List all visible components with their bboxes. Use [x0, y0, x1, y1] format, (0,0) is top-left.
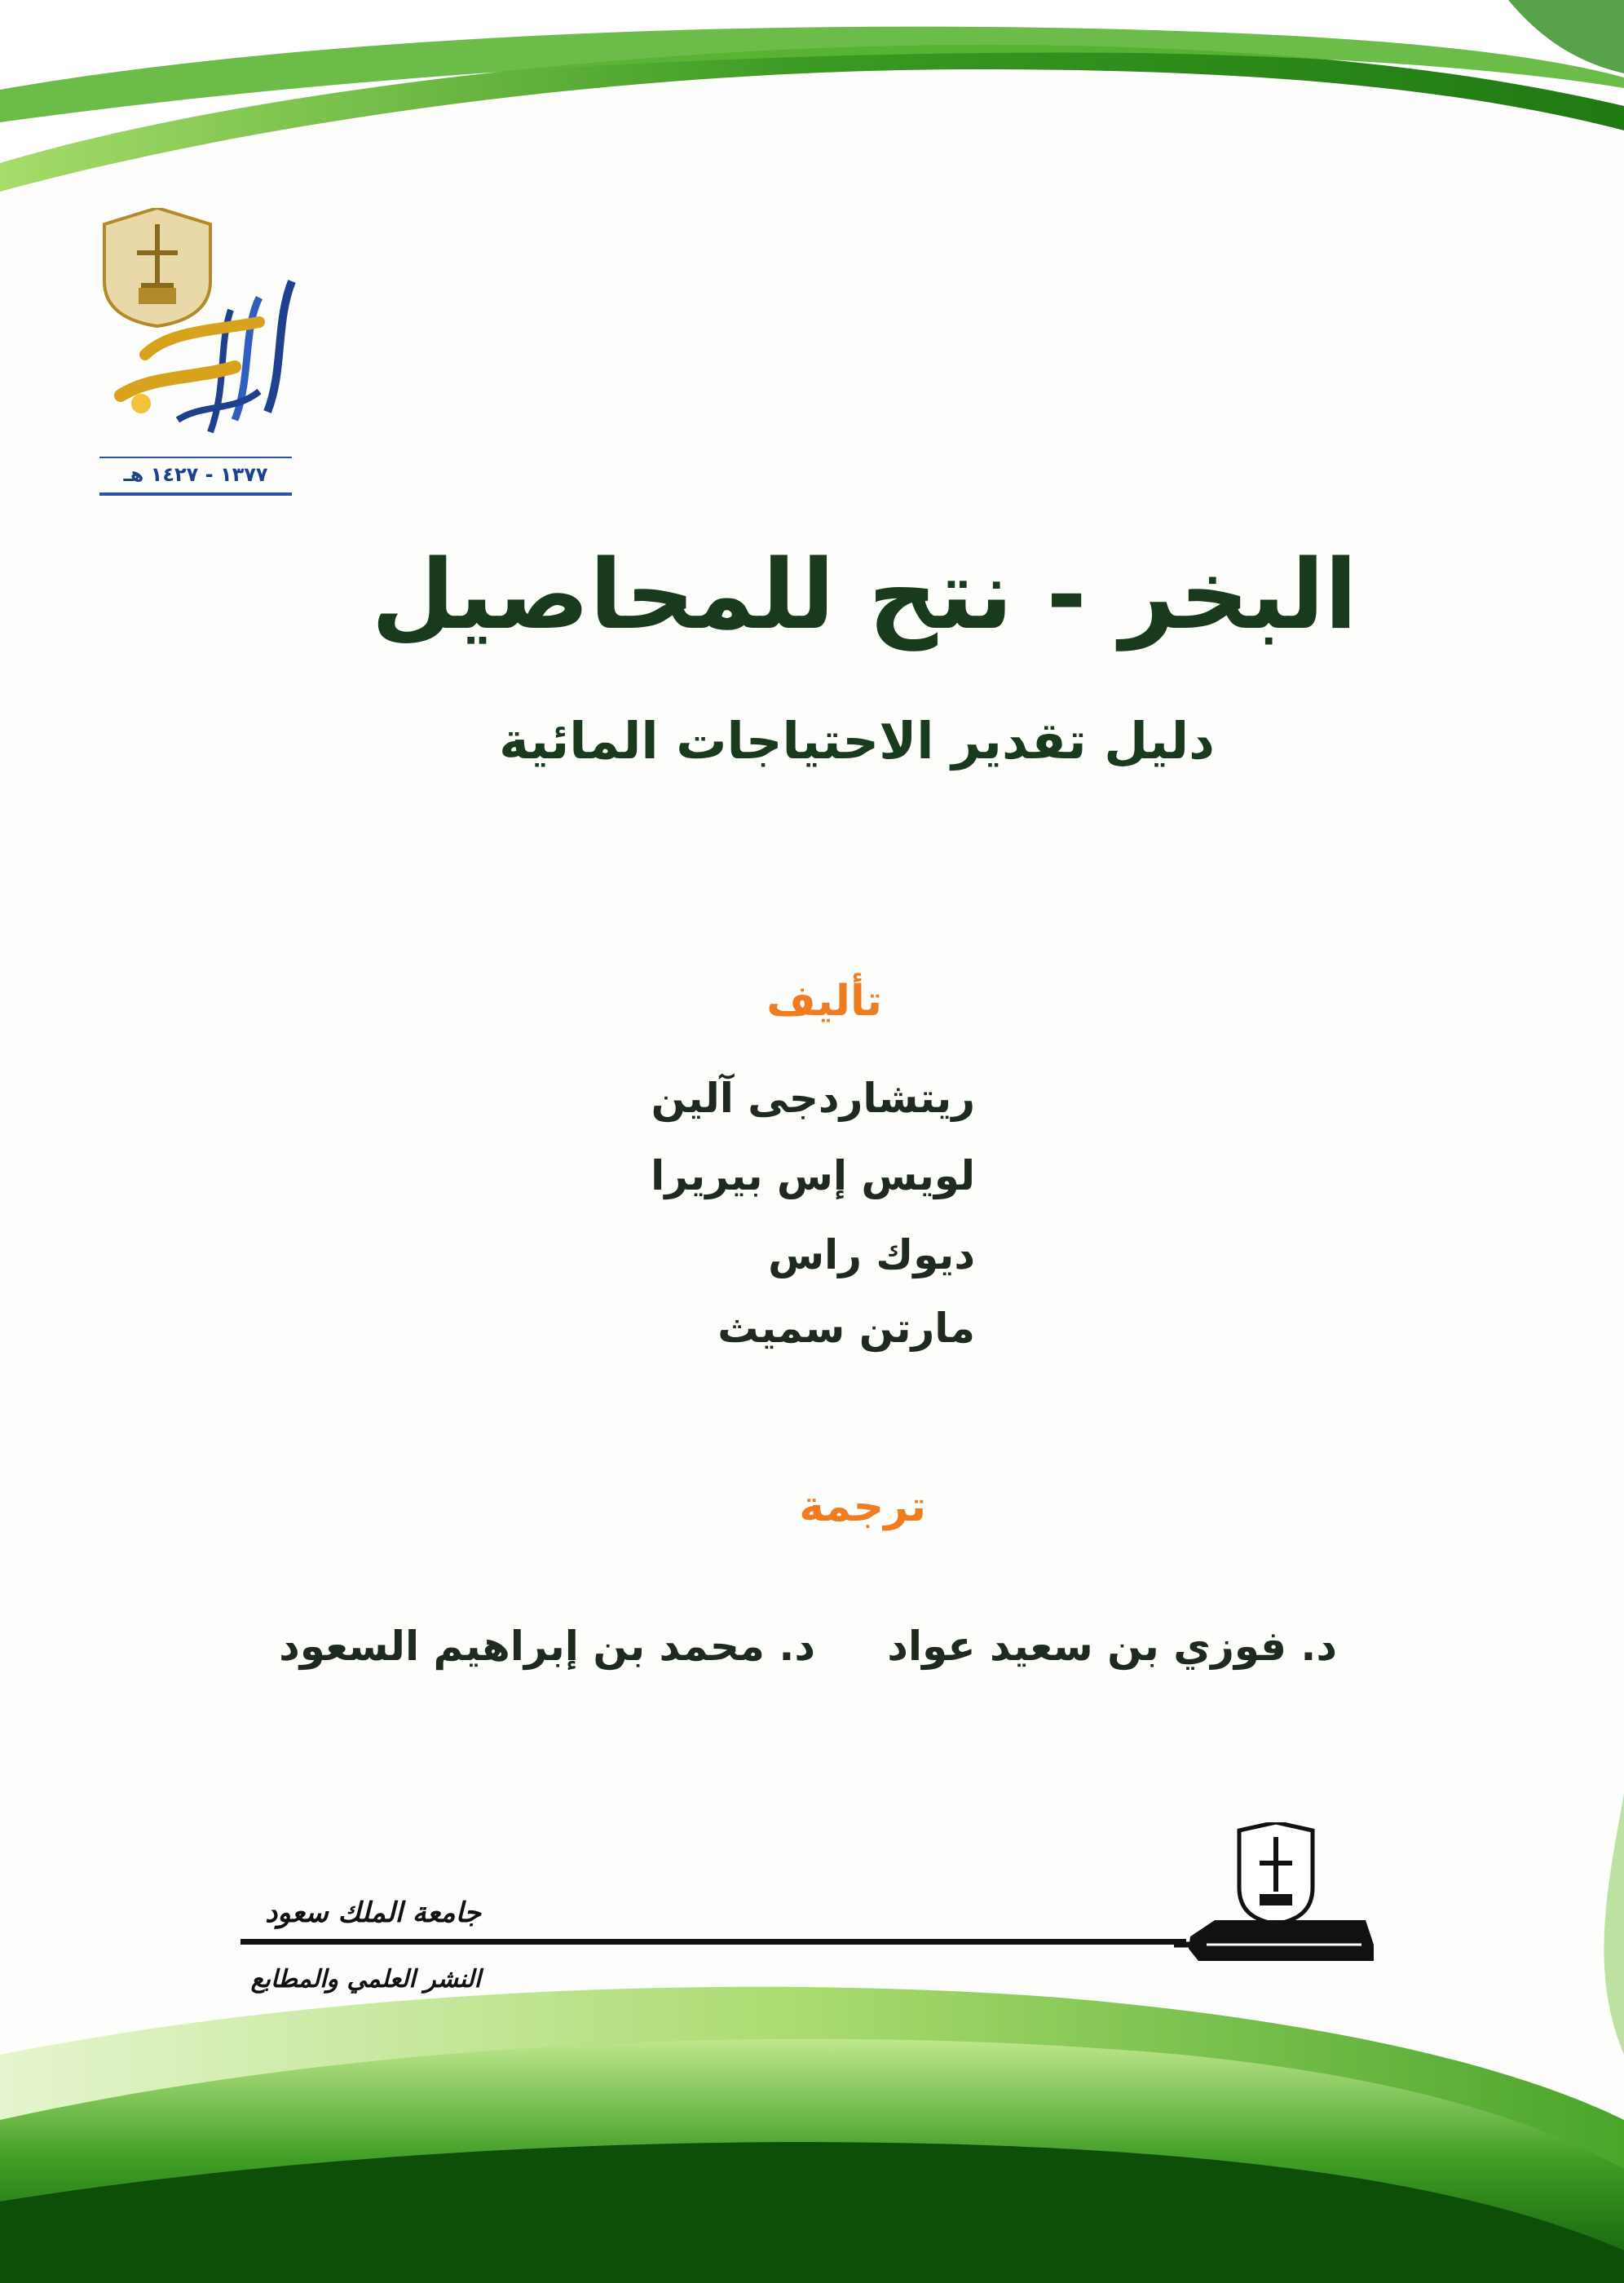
book-base-icon — [1174, 1920, 1374, 1961]
author-name: ديوك راس — [768, 1231, 975, 1278]
author-name: لويس إس بيريرا — [651, 1152, 975, 1199]
publisher-department: النشر العلمي والمطابع — [250, 1965, 481, 1994]
university-seal-icon — [1239, 1822, 1313, 1924]
translator-name: د. فوزي بن سعيد عواد — [887, 1623, 1337, 1670]
translation-label: ترجمة — [799, 1482, 926, 1531]
university-seal-icon — [104, 208, 210, 326]
publisher-name: جامعة الملك سعود — [265, 1897, 481, 1929]
book-subtitle: دليل تقدير الاحتياجات المائية — [499, 711, 1215, 771]
publisher-logo — [1174, 1822, 1378, 1973]
anniversary-logo — [96, 208, 300, 453]
logo-rule-top — [99, 457, 292, 458]
anniversary-years: ١٣٧٧ - ١٤٢٧ هـ — [123, 463, 268, 486]
author-name: مارتن سميث — [717, 1305, 975, 1352]
publisher-rule — [241, 1939, 1186, 1945]
translator-name: د. محمد بن إبراهيم السعود — [279, 1623, 815, 1670]
authors-label: تأليف — [766, 977, 882, 1026]
author-name: ريتشاردجى آلين — [651, 1075, 975, 1122]
book-title: البخر - نتح للمحاصيل — [371, 538, 1357, 651]
logo-rule-bottom — [99, 492, 292, 496]
